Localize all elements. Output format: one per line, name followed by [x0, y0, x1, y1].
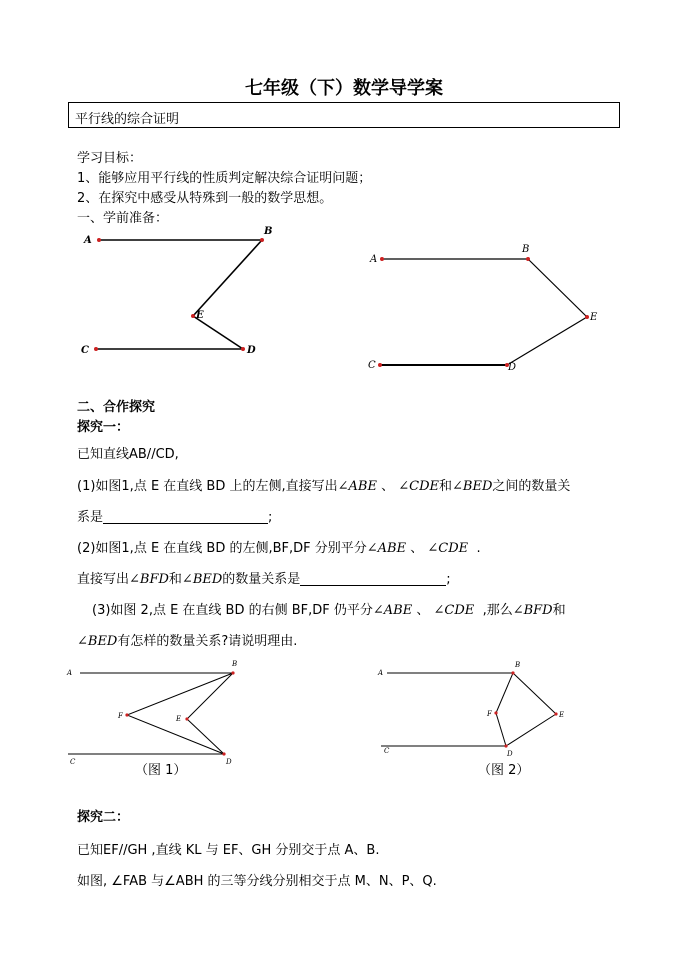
- goal-2: 2、在探究中感受从特殊到一般的数学思想。: [77, 191, 333, 206]
- label-E: E: [196, 310, 204, 321]
- page-title: 七年级（下）数学导学案: [245, 78, 443, 99]
- topic-text: 平行线的综合证明: [75, 112, 180, 127]
- question-3-line2: ∠BED有怎样的数量关系?请说明理由.: [77, 634, 298, 649]
- question-1-line2: 系是 ;: [77, 510, 273, 525]
- section-prep-heading: 一、学前准备：: [77, 211, 169, 226]
- figure-2-caption: （图 2）: [478, 763, 530, 778]
- fig2-label-B: B: [515, 661, 521, 669]
- line-BF: [496, 673, 513, 713]
- line-BE: [187, 673, 233, 719]
- label-B: B: [264, 226, 273, 237]
- angle-CDE: ∠CDE: [433, 603, 475, 618]
- angle-BED: ∠BED: [452, 479, 493, 494]
- figure-1-points: [125, 671, 234, 755]
- fig1-label-A: A: [67, 669, 73, 677]
- fig1-label-F: F: [118, 712, 123, 720]
- fig2-label-D: D: [507, 750, 513, 758]
- explore1-heading: 探究一：: [77, 420, 130, 435]
- label-A: A: [370, 254, 378, 265]
- goals-heading: 学习目标：: [77, 151, 143, 166]
- line-ED: [187, 719, 224, 754]
- fig2-label-E: E: [559, 711, 565, 719]
- figure-2: [381, 673, 556, 746]
- label-D: D: [508, 362, 517, 373]
- explore1-given: 已知直线AB//CD,: [77, 447, 179, 462]
- figure-1: [68, 673, 233, 754]
- label-E: E: [590, 312, 598, 323]
- fig1-label-C: C: [70, 758, 76, 766]
- line-BE: [513, 673, 556, 714]
- section-explore-heading: 二、合作探究: [77, 400, 156, 415]
- question-1-line1: (1)如图1,点 E 在直线 BD 上的左侧,直接写出∠ABE 、 ∠CDE和∠BED之间的数量关: [77, 479, 571, 494]
- label-C: C: [368, 360, 376, 371]
- angle-ABE: ∠ABE: [337, 479, 377, 494]
- angle-CDE: ∠CDE: [398, 479, 440, 494]
- figure-1-caption: （图 1）: [135, 763, 187, 778]
- fig2-label-C: C: [384, 747, 390, 755]
- label-D: D: [247, 345, 256, 356]
- fig1-label-B: B: [232, 660, 238, 668]
- angle-ABE: ∠ABE: [366, 541, 407, 556]
- explore2-heading: 探究二：: [77, 810, 130, 825]
- line-FD: [496, 713, 506, 746]
- question-3-line1: (3)如图 2,点 E 在直线 BD 的右侧 BF,DF 仍平分∠ABE 、 ∠CDE ,那么∠BFD和: [92, 603, 566, 618]
- question-2-line2: 直接写出∠BFD和∠BED的数量关系是 ;: [77, 572, 451, 587]
- line-BF: [127, 673, 233, 715]
- explore2-line2: 如图, ∠FAB 与∠ABH 的三等分线分别相交于点 M、N、P、Q.: [77, 874, 437, 889]
- angle-BED: ∠BED: [77, 634, 118, 649]
- fig1-label-E: E: [176, 715, 182, 723]
- label-C: C: [81, 345, 89, 356]
- figure-2-points: [494, 671, 557, 747]
- line-ED: [506, 714, 556, 746]
- angle-ABE: ∠ABE: [372, 603, 413, 618]
- goal-1: 1、能够应用平行线的性质判定解决综合证明问题；: [77, 171, 372, 186]
- question-2-line1: (2)如图1,点 E 在直线 BD 的左侧,BF,DF 分别平分∠ABE 、 ∠CDE .: [77, 541, 481, 556]
- fig2-label-F: F: [487, 710, 492, 718]
- fig1-label-D: D: [226, 758, 232, 766]
- angle-CDE: ∠CDE: [427, 541, 469, 556]
- explore2-line1: 已知EF//GH ,直线 KL 与 EF、GH 分别交于点 A、B.: [77, 843, 380, 858]
- label-A: A: [84, 235, 92, 246]
- fig2-label-A: A: [378, 669, 384, 677]
- angle-BFD: ∠BFD: [129, 572, 169, 587]
- angle-BFD: ∠BFD: [512, 603, 553, 618]
- angle-BED: ∠BED: [181, 572, 223, 587]
- label-B: B: [522, 244, 530, 255]
